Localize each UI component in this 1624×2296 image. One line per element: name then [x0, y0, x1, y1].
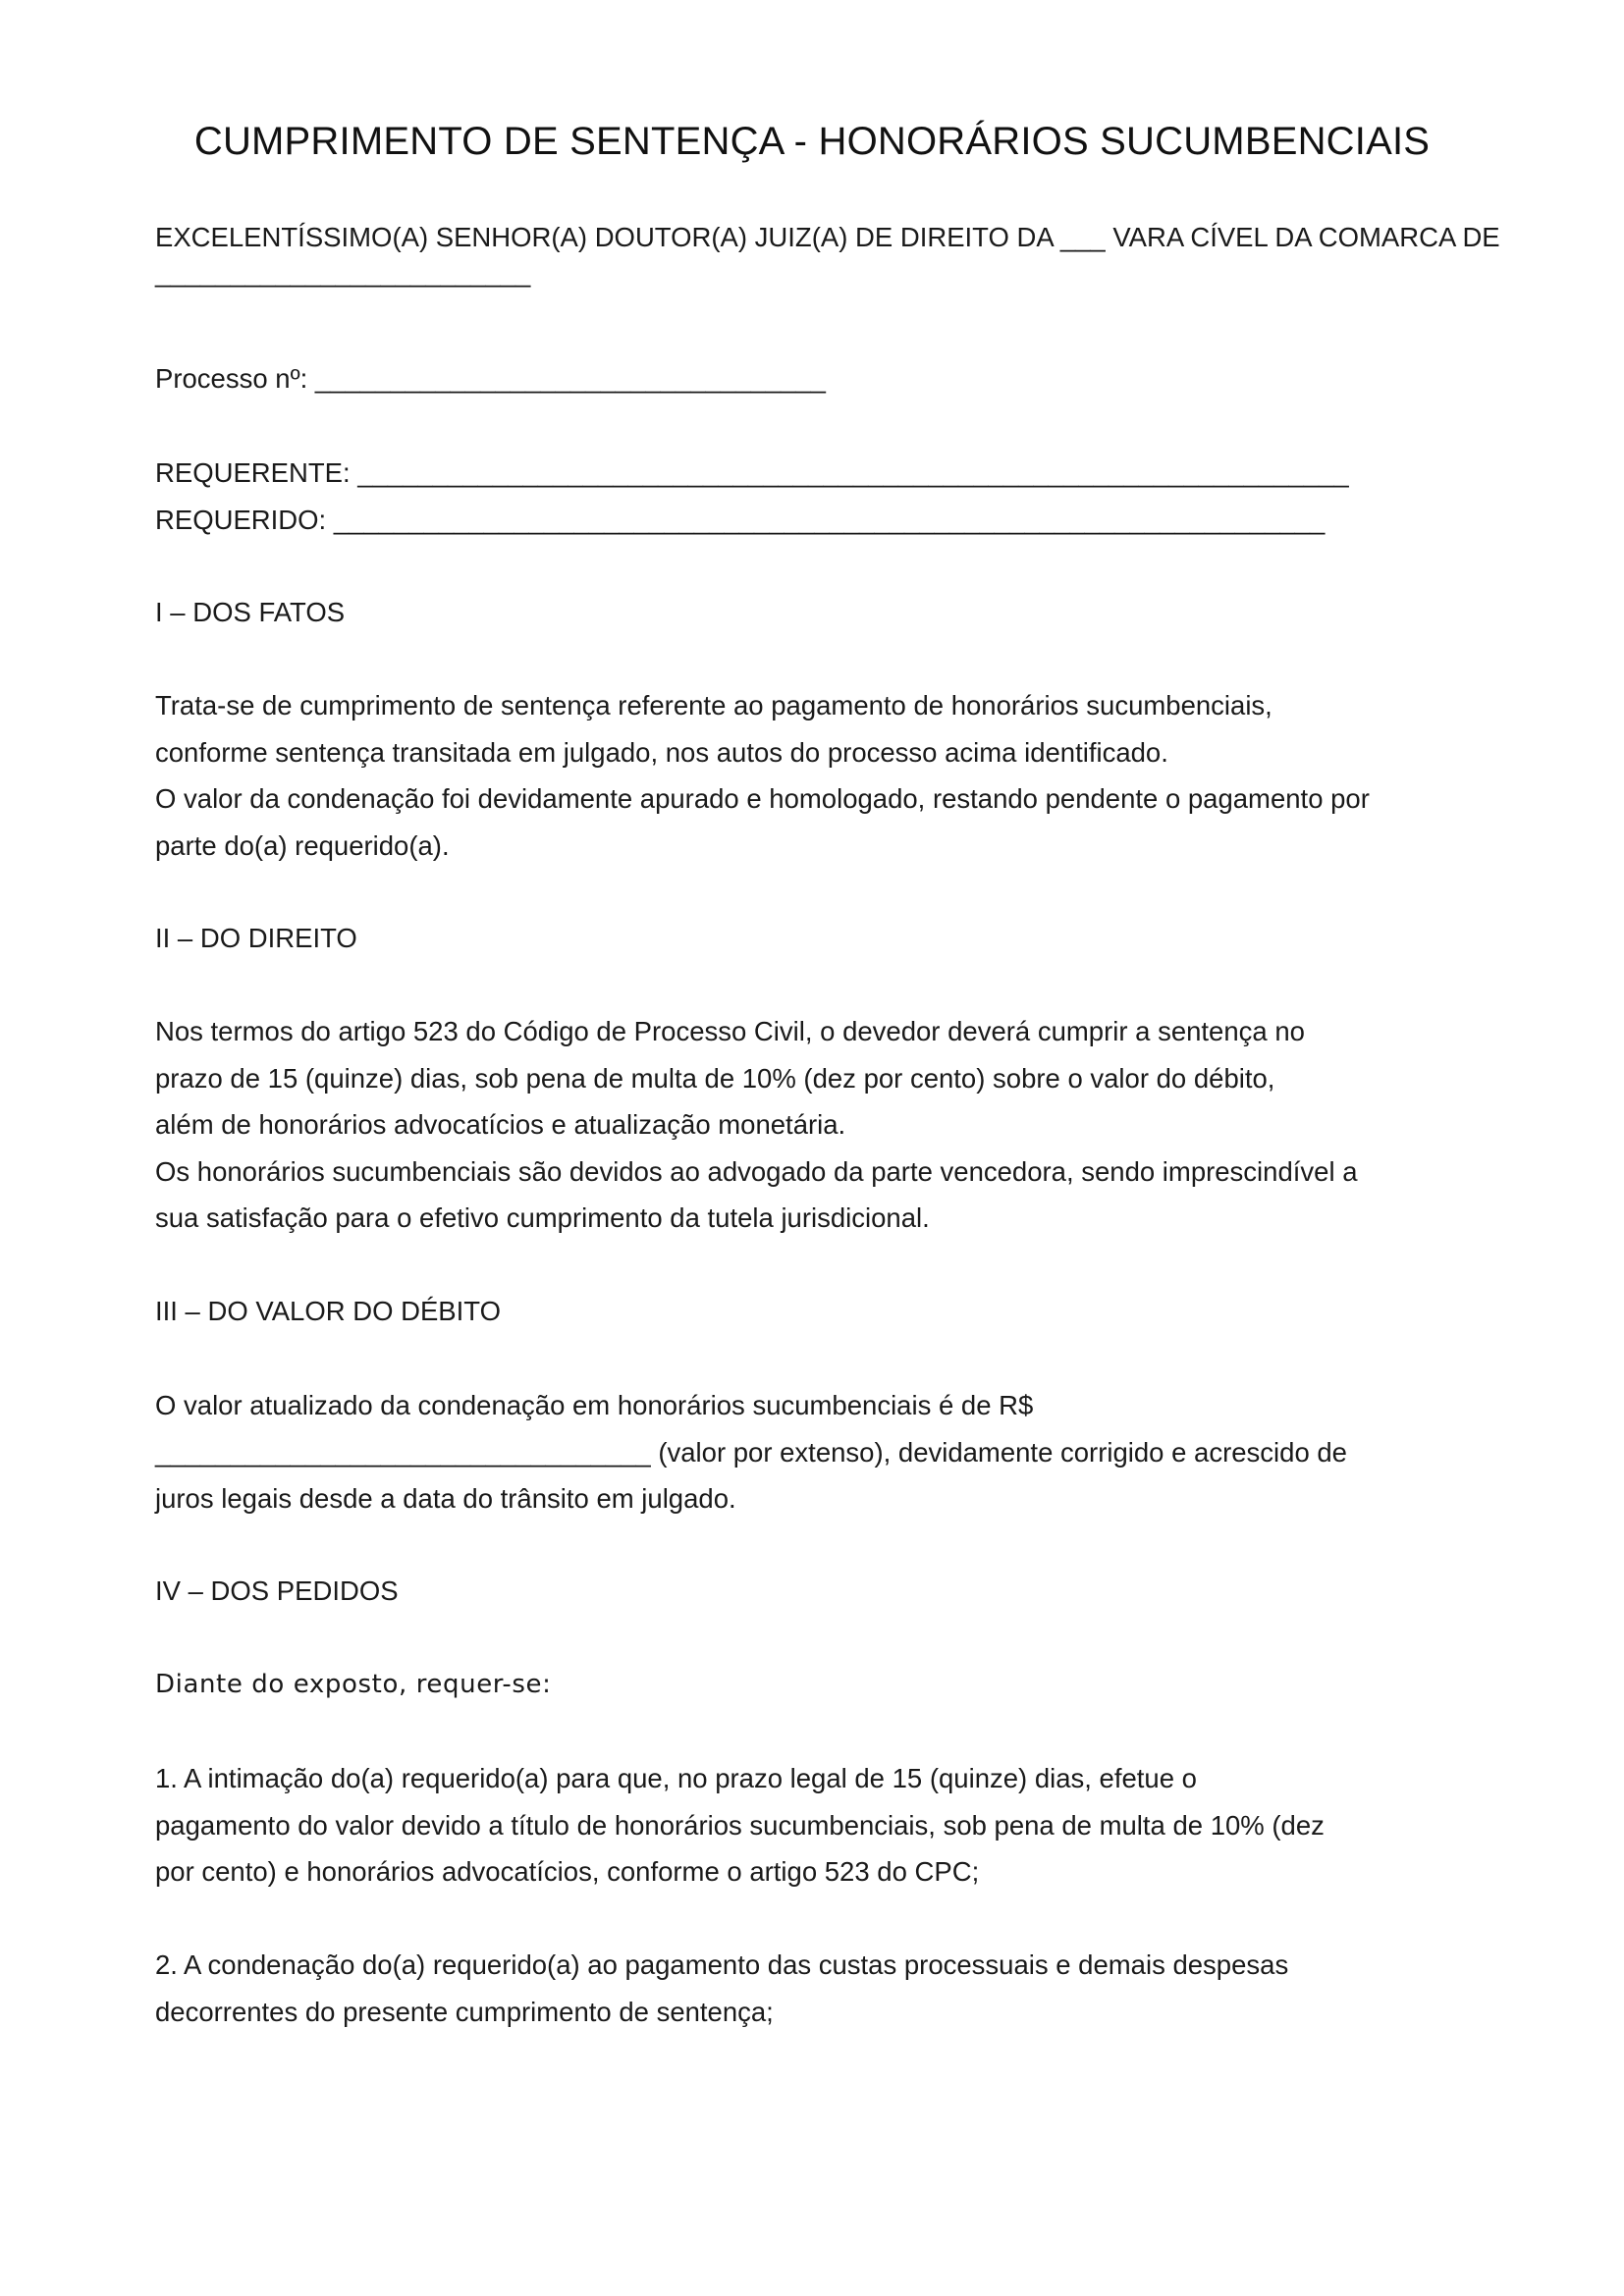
paragraph-line: conforme sentença transitada em julgado, nos autos do processo acima identificado. — [155, 736, 1168, 768]
paragraph-line: Trata-se de cumprimento de sentença referente ao pagamento de honorários sucumbenciais, — [155, 690, 1272, 721]
paragraph-line: 2. A condenação do(a) requerido(a) ao pagamento das custas processuais e demais despesas — [155, 1949, 1289, 1980]
paragraph-line: juros legais desde a data do trânsito em julgado. — [155, 1483, 736, 1514]
section-heading-fatos: I – DOS FATOS — [155, 597, 346, 627]
section-heading-pedidos: IV – DOS PEDIDOS — [155, 1575, 399, 1606]
paragraph-line: prazo de 15 (quinze) dias, sob pena de multa de 10% (dez por cento) sobre o valor do débito, — [155, 1062, 1275, 1094]
section-heading-direito: II – DO DIREITO — [155, 923, 357, 953]
section-body-valor — [155, 1382, 1549, 1522]
pedido-item-1 — [155, 1755, 1549, 1896]
paragraph-line: por cento) e honorários advocatícios, conforme o artigo 523 do CPC; — [155, 1856, 980, 1887]
paragraph-line: sua satisfação para o efetivo cumprimento da tutela jurisdicional. — [155, 1202, 930, 1233]
comarca-blank-line: _________________________ — [155, 256, 531, 288]
requerente-line: REQUERENTE: __________________________________________________________________ — [155, 457, 1349, 488]
paragraph-line: Os honorários sucumbenciais são devidos ao advogado da parte vencedora, sendo imprescindível a — [155, 1155, 1358, 1187]
section-body-fatos — [155, 682, 1549, 869]
paragraph-line: O valor da condenação foi devidamente apurado e homologado, restando pendente o pagamento por — [155, 783, 1370, 814]
paragraph-line: Nos termos do artigo 523 do Código de Processo Civil, o devedor deverá cumprir a sentença no — [155, 1016, 1305, 1046]
paragraph-line: 1. A intimação do(a) requerido(a) para que, no prazo legal de 15 (quinze) dias, efetue o — [155, 1763, 1197, 1793]
addressee-line: EXCELENTÍSSIMO(A) SENHOR(A) DOUTOR(A) JUIZ(A) DE DIREITO DA ___ VARA CÍVEL DA COMARCA DE — [155, 222, 1500, 252]
paragraph-line: além de honorários advocatícios e atualização monetária. — [155, 1109, 846, 1140]
process-number: Processo nº: __________________________________ — [155, 363, 826, 394]
section-body-direito — [155, 1008, 1549, 1242]
paragraph-line: O valor atualizado da condenação em honorários sucumbenciais é de R$ — [155, 1390, 1034, 1420]
paragraph-line: _________________________________ (valor por extenso), devidamente corrigido e acrescido de — [155, 1436, 1347, 1468]
paragraph-line: decorrentes do presente cumprimento de sentença; — [155, 1996, 774, 2027]
addressee — [155, 214, 1549, 295]
document-title: CUMPRIMENTO DE SENTENÇA - HONORÁRIOS SUCUMBENCIAIS — [193, 120, 1431, 163]
section-heading-valor: III – DO VALOR DO DÉBITO — [155, 1296, 501, 1326]
parties — [155, 450, 1549, 543]
paragraph-line: pagamento do valor devido a título de honorários sucumbenciais, sob pena de multa de 10% (dez — [155, 1809, 1325, 1841]
pedido-item-2 — [155, 1942, 1549, 2035]
pedidos-intro: Diante do exposto, requer-se: — [155, 1670, 552, 1699]
requerido-line: REQUERIDO: __________________________________________________________________ — [155, 504, 1326, 535]
paragraph-line: parte do(a) requerido(a). — [155, 829, 450, 861]
